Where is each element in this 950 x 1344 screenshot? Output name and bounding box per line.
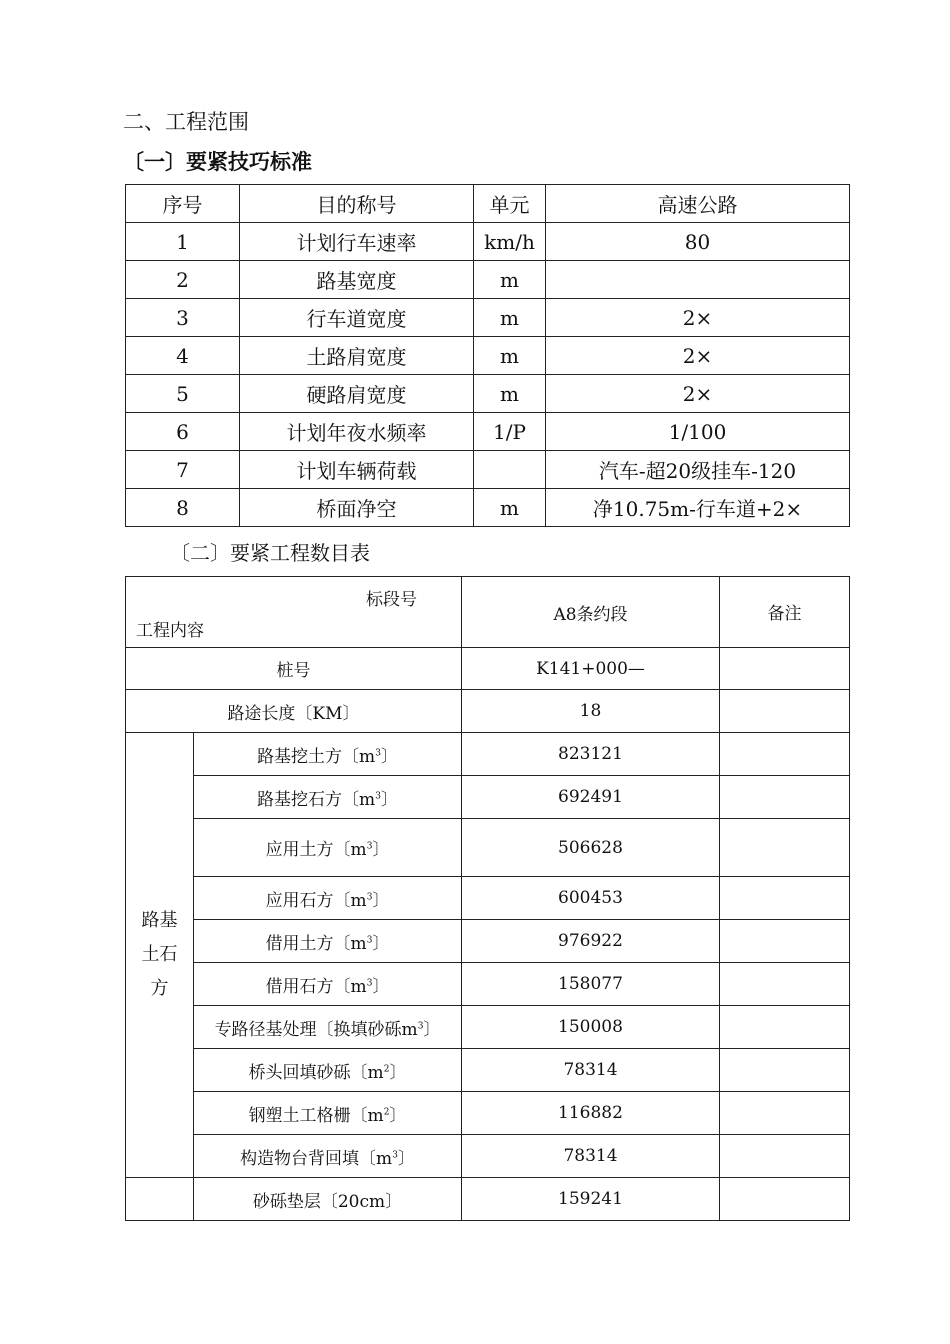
cell-unit: m: [474, 337, 546, 375]
table-row: [126, 963, 850, 1006]
cell-value: 汽车-超20级挂车-120: [546, 451, 850, 489]
header-remark: 备注: [720, 577, 850, 648]
table-row: [126, 1006, 850, 1049]
cell-item: 砂砾垫层〔20cm〕: [194, 1178, 462, 1221]
header-name: 目的称号: [240, 185, 474, 223]
corner-section-label: 标段号: [366, 590, 417, 610]
cell-no: 7: [126, 451, 240, 489]
cell-name: 行车道宽度: [240, 299, 474, 337]
cell-remark: [720, 963, 850, 1006]
table-row: [126, 920, 850, 963]
cell-quantity: 150008: [462, 1006, 720, 1049]
table-row: [126, 1092, 850, 1135]
cell-remark: [720, 1006, 850, 1049]
cell-item: 路基挖石方〔$m^3$〕: [194, 776, 462, 819]
table-header-row: [126, 577, 850, 648]
subsection-heading-quantities: 〔二〕要紧工程数目表: [170, 541, 370, 565]
cell-name: 土路肩宽度: [240, 337, 474, 375]
cell-item: 应用石方〔$m^3$〕: [194, 877, 462, 920]
cell-unit: m: [474, 299, 546, 337]
table-row: [126, 299, 850, 337]
table-row: [126, 1135, 850, 1178]
cell-no: 3: [126, 299, 240, 337]
cell-item: 专路径基处理〔换填砂砾$m^3$〕: [194, 1006, 462, 1049]
cell-unit: m: [474, 489, 546, 527]
table-row: [126, 690, 850, 733]
cell-remark: [720, 920, 850, 963]
cell-value: 1/100: [546, 413, 850, 451]
cell-item: 钢塑土工格栅〔$m^2$〕: [194, 1092, 462, 1135]
table-row: [126, 733, 850, 776]
cell-value: 2×: [546, 337, 850, 375]
cell-remark: [720, 1178, 850, 1221]
cell-no: 8: [126, 489, 240, 527]
cell-item: 应用土方〔$m^3$〕: [194, 819, 462, 877]
section-heading: 二、工程范围: [123, 110, 249, 134]
cell-remark: [720, 648, 850, 690]
cell-quantity: 78314: [462, 1135, 720, 1178]
cell-no: 1: [126, 223, 240, 261]
cell-quantity: 78314: [462, 1049, 720, 1092]
cell-name: 硬路肩宽度: [240, 375, 474, 413]
cell-unit: [474, 451, 546, 489]
cell-unit: 1/P: [474, 413, 546, 451]
cell-value: 80: [546, 223, 850, 261]
cell-name: 桥面净空: [240, 489, 474, 527]
cell-length-value: 18: [462, 690, 720, 733]
cell-length-label: 路途长度〔KM〕: [126, 690, 462, 733]
cell-value: [546, 261, 850, 299]
cell-pile-value: K141+000—: [462, 648, 720, 690]
cell-no: 6: [126, 413, 240, 451]
cell-name: 路基宽度: [240, 261, 474, 299]
table-row: [126, 1049, 850, 1092]
table-row: [126, 648, 850, 690]
cell-name: 计划行车速率: [240, 223, 474, 261]
cell-remark: [720, 1092, 850, 1135]
subsection-heading-standards: 〔一〕要紧技巧标准: [123, 149, 312, 174]
cell-quantity: 506628: [462, 819, 720, 877]
cell-group-empty: [126, 1178, 194, 1221]
cell-name: 计划年夜水频率: [240, 413, 474, 451]
table-row: [126, 819, 850, 877]
corner-header-cell: [126, 577, 462, 648]
group-label-cell: [126, 733, 194, 1178]
table-row: [126, 489, 850, 527]
cell-unit: km/h: [474, 223, 546, 261]
cell-no: 2: [126, 261, 240, 299]
cell-item: 路基挖土方〔$m^3$〕: [194, 733, 462, 776]
table-row: [126, 223, 850, 261]
group-label: 路基土石方: [141, 910, 178, 999]
cell-item: 桥头回填砂砾〔$m^2$〕: [194, 1049, 462, 1092]
table-row: [126, 451, 850, 489]
cell-remark: [720, 819, 850, 877]
cell-quantity: 823121: [462, 733, 720, 776]
cell-unit: m: [474, 261, 546, 299]
header-highway: 高速公路: [546, 185, 850, 223]
table-row: [126, 261, 850, 299]
cell-name: 计划车辆荷载: [240, 451, 474, 489]
cell-quantity: 159241: [462, 1178, 720, 1221]
cell-pile-label: 桩号: [126, 648, 462, 690]
cell-remark: [720, 776, 850, 819]
cell-no: 4: [126, 337, 240, 375]
cell-item: 借用土方〔$m^3$〕: [194, 920, 462, 963]
table-row: [126, 413, 850, 451]
table-row: [126, 776, 850, 819]
cell-quantity: 116882: [462, 1092, 720, 1135]
header-no: 序号: [126, 185, 240, 223]
header-section: A8条约段: [462, 577, 720, 648]
table-row: [126, 1178, 850, 1221]
cell-remark: [720, 733, 850, 776]
header-unit: 单元: [474, 185, 546, 223]
cell-unit: m: [474, 375, 546, 413]
cell-quantity: 976922: [462, 920, 720, 963]
corner-content-label: 工程内容: [136, 621, 204, 641]
cell-quantity: 600453: [462, 877, 720, 920]
cell-quantity: 158077: [462, 963, 720, 1006]
table-row: [126, 375, 850, 413]
cell-quantity: 692491: [462, 776, 720, 819]
table-row: [126, 337, 850, 375]
cell-value: 2×: [546, 299, 850, 337]
cell-remark: [720, 877, 850, 920]
table-row: [126, 877, 850, 920]
table-header-row: [126, 185, 850, 223]
quantities-table: [125, 576, 850, 1221]
cell-no: 5: [126, 375, 240, 413]
cell-remark: [720, 1049, 850, 1092]
cell-item: 构造物台背回填〔$m^3$〕: [194, 1135, 462, 1178]
cell-remark: [720, 690, 850, 733]
cell-value: 2×: [546, 375, 850, 413]
cell-remark: [720, 1135, 850, 1178]
technical-standards-table: [125, 184, 850, 527]
cell-value: 净10.75m-行车道+2×: [546, 489, 850, 527]
cell-item: 借用石方〔$m^3$〕: [194, 963, 462, 1006]
